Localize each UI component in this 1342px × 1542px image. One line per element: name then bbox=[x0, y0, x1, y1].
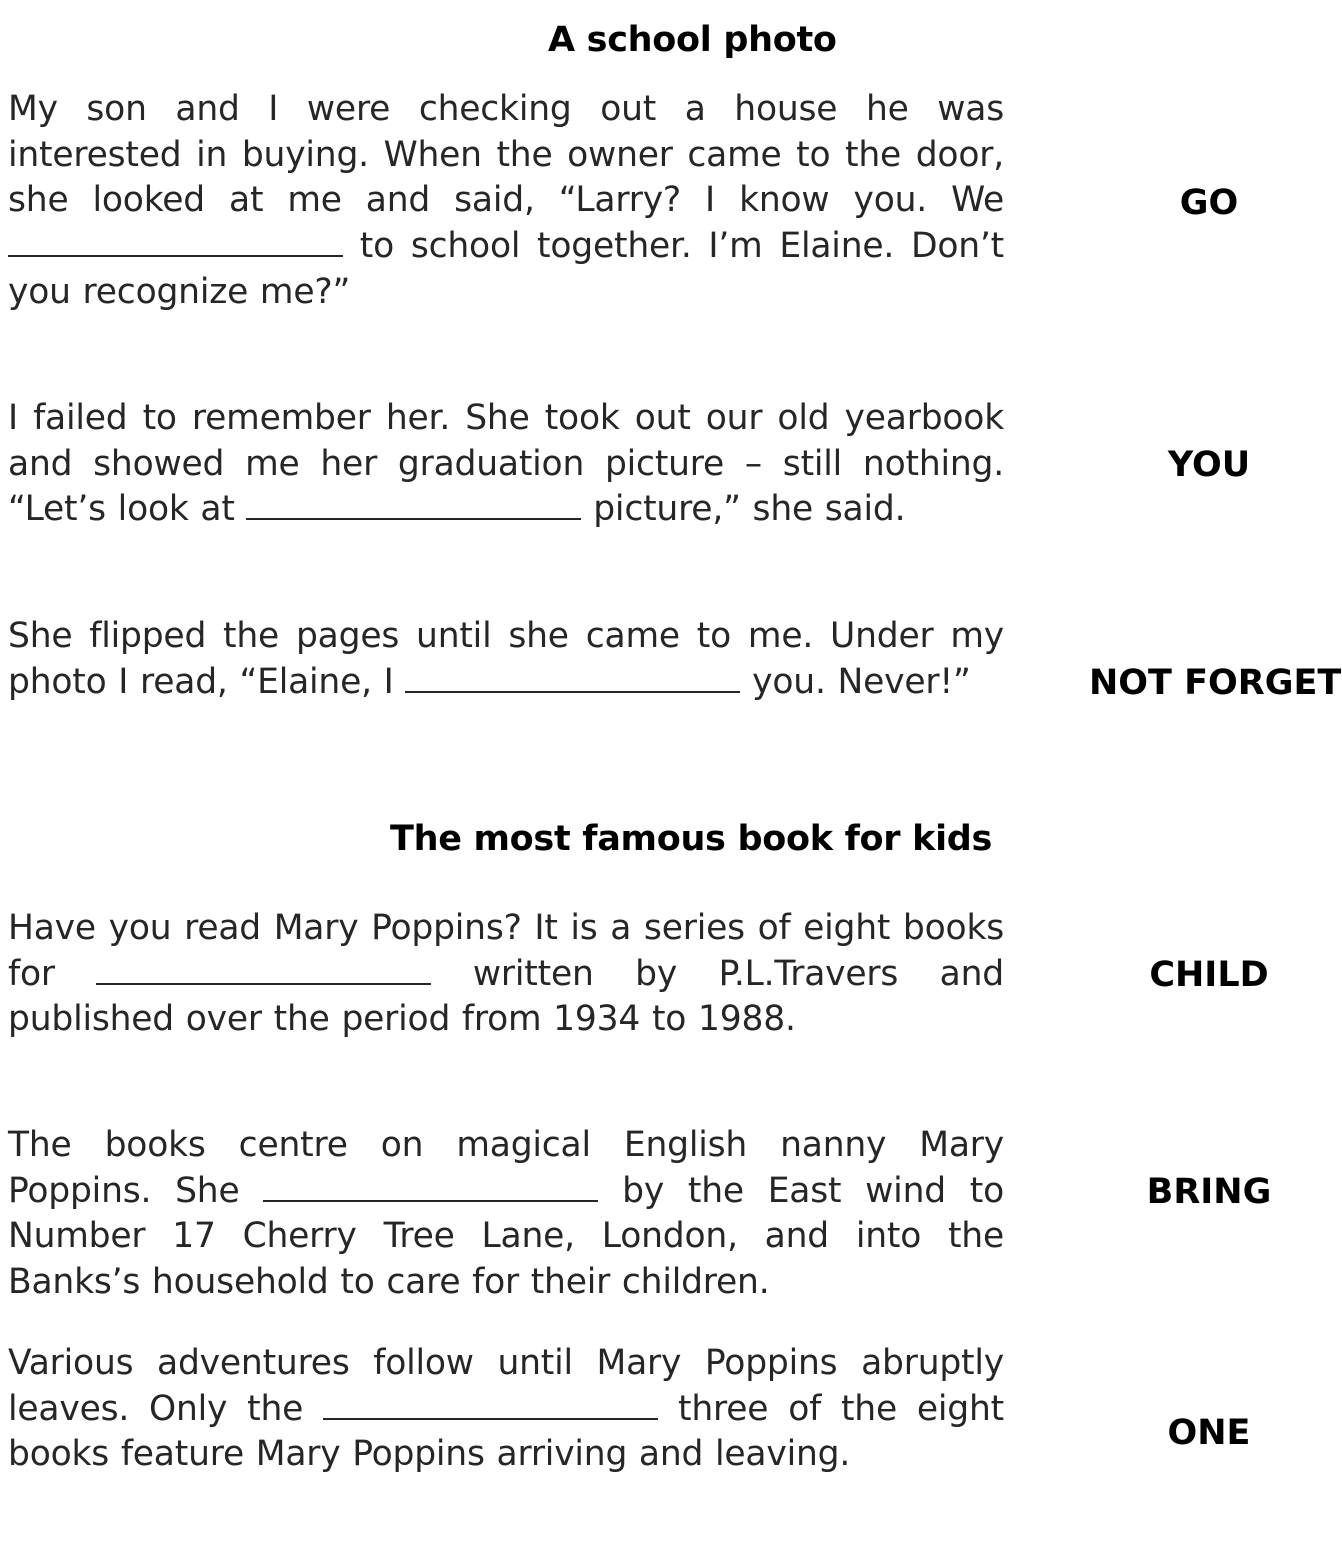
paragraph-text-before: Various adventures follow until Mary Poppins abruptly leaves. Only the bbox=[8, 1343, 1004, 1429]
section-title-famous-book: The most famous book for kids bbox=[390, 819, 993, 859]
paragraph-text-after: written by P.L.Travers and published over the period from 1934 to 1988. bbox=[8, 953, 1004, 1040]
keyword-prompt-3: NOT FORGET bbox=[1089, 663, 1342, 703]
paragraph-text-before: My son and I were checking out a house he was interested in buying. When the owner came to the door, she looked at me and said, “Larry? I know you. We bbox=[8, 89, 1004, 221]
answer-blank-1[interactable] bbox=[8, 225, 343, 257]
paragraph-text-after: you. Never!” bbox=[740, 661, 971, 702]
keyword-prompt-6: ONE bbox=[1167, 1413, 1251, 1453]
paragraph-text-before: She flipped the pages until she came to me. Under my photo I read, “Elaine, I bbox=[8, 616, 1004, 702]
paragraph-text-before: I failed to remember her. She took out our old yearbook and showed me her graduation picture – still nothing. “Let’s look at bbox=[8, 398, 1004, 530]
gap-fill-paragraph-3 bbox=[8, 614, 1004, 705]
answer-blank-5[interactable] bbox=[263, 1170, 598, 1202]
paragraph-text-after: to school together. I’m Elaine. Don’t you recognize me?” bbox=[8, 226, 1004, 312]
paragraph-text-after: three of the eight books feature Mary Poppins arriving and leaving. bbox=[8, 1388, 1004, 1475]
gap-fill-paragraph-6 bbox=[8, 1341, 1004, 1478]
keyword-prompt-5: BRING bbox=[1146, 1172, 1272, 1212]
paragraph-text-after: picture,” she said. bbox=[581, 489, 906, 530]
gap-fill-paragraph-5 bbox=[8, 1123, 1004, 1306]
answer-blank-3[interactable] bbox=[405, 661, 740, 693]
paragraph-text-after: by the East wind to Number 17 Cherry Tree Lane, London, and into the Banks’s household to care for their children. bbox=[8, 1170, 1004, 1303]
paragraph-text-before: The books centre on magical English nanny Mary Poppins. She bbox=[8, 1125, 1004, 1211]
gap-fill-paragraph-4 bbox=[8, 906, 1004, 1043]
answer-blank-6[interactable] bbox=[323, 1388, 658, 1420]
gap-fill-paragraph-2 bbox=[8, 396, 1004, 533]
keyword-prompt-2: YOU bbox=[1167, 445, 1251, 485]
keyword-prompt-4: CHILD bbox=[1149, 955, 1269, 995]
answer-blank-2[interactable] bbox=[246, 488, 581, 520]
keyword-prompt-1: GO bbox=[1179, 183, 1239, 223]
section-title-school-photo: A school photo bbox=[548, 20, 837, 60]
gap-fill-paragraph-1 bbox=[8, 87, 1004, 316]
answer-blank-4[interactable] bbox=[96, 953, 431, 985]
paragraph-text-before: Have you read Mary Poppins? It is a series of eight books for bbox=[8, 908, 1004, 994]
